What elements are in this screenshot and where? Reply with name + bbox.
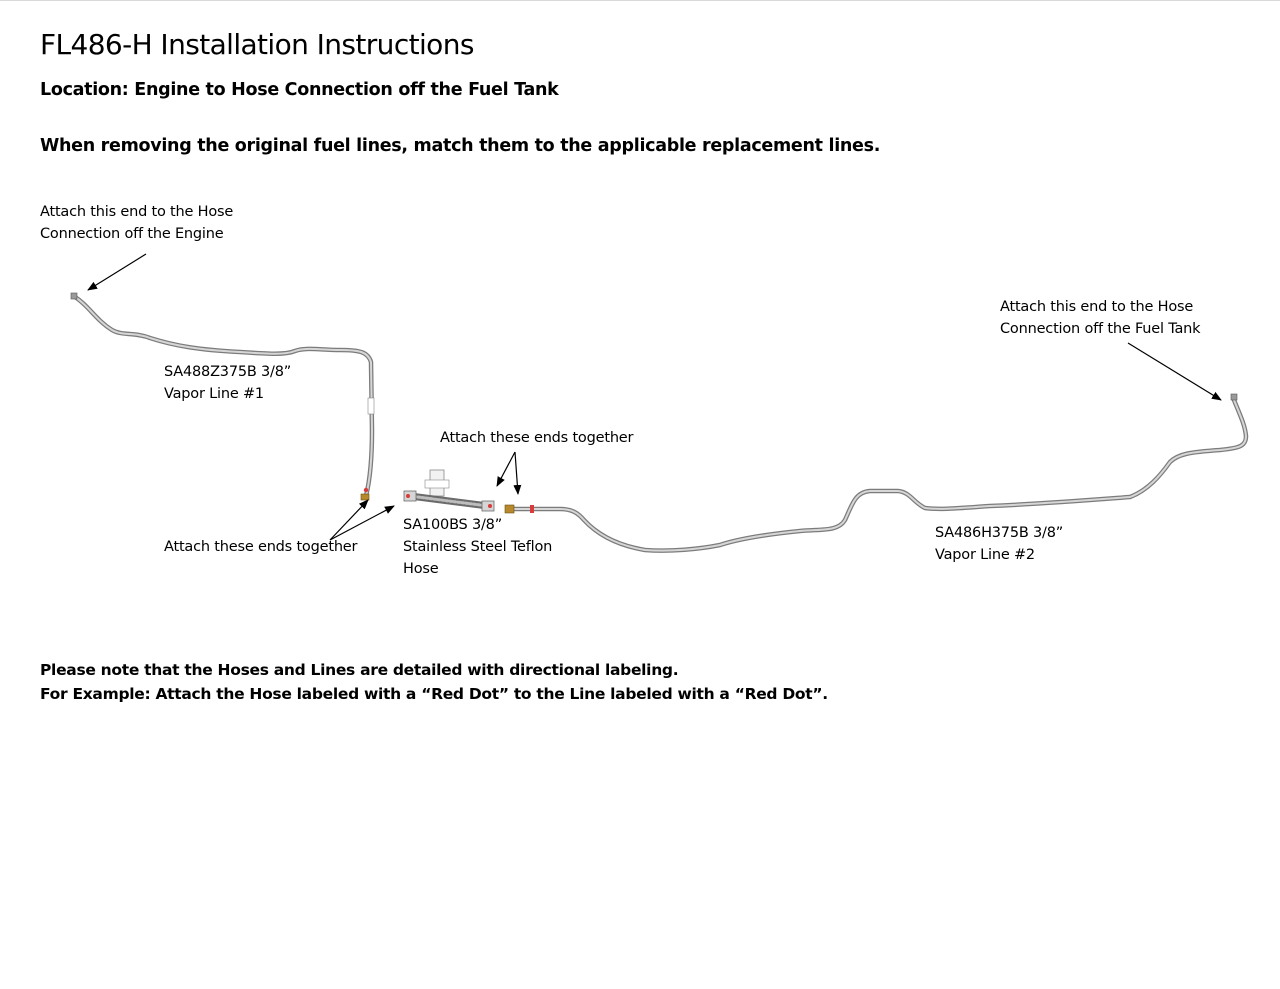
note-line-2: For Example: Attach the Hose labeled with a “Red Dot” to the Line labeled with a “Red Dot”. [40,685,828,703]
right-join-arrow-b [515,452,518,494]
location-heading: Location: Engine to Hose Connection off the Fuel Tank [40,80,559,100]
left-join-arrow-a [330,500,368,540]
engine-end-label: Attach this end to the Hose Connection off the Engine [40,204,234,242]
attach-together-left-label: Attach these ends together [164,539,358,555]
instruction-heading: When removing the original fuel lines, match them to the applicable replacement lines. [40,136,881,156]
fuel-tank-end-label: Attach this end to the Hose Connection off the Fuel Tank [1000,299,1201,337]
vapor-line-1-label: SA488Z375B 3/8” Vapor Line #1 [164,364,292,402]
page-title: FL486-H Installation Instructions [40,28,474,61]
attach-together-right-label: Attach these ends together [440,430,634,446]
right-join-arrow-a [497,452,515,486]
left-join-arrow-b [330,506,394,540]
fuel-tank-end-arrow [1128,343,1221,400]
engine-end-arrow [88,254,146,290]
teflon-hose [404,470,494,511]
hose-label: SA100BS 3/8” Stainless Steel Teflon Hose [403,517,553,577]
vapor-line-2-label: SA486H375B 3/8” Vapor Line #2 [935,525,1064,563]
note-line-1: Please note that the Hoses and Lines are detailed with directional labeling. [40,661,679,679]
vapor-line-2-tube [505,394,1246,551]
